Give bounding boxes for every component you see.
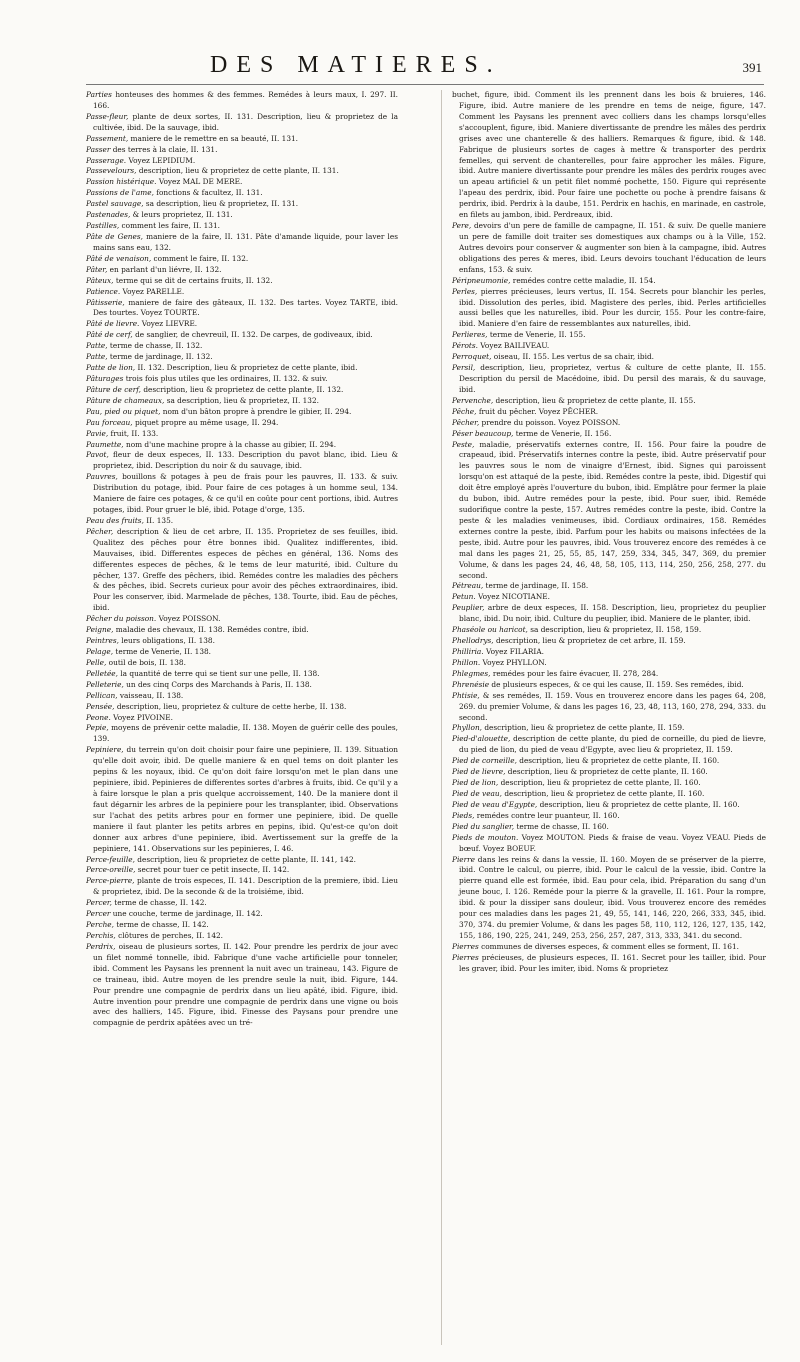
index-entry [452, 221, 766, 276]
index-entry [86, 625, 398, 636]
index-entry [452, 855, 766, 942]
entry-text: terme de jardinage, II. 132. [107, 352, 213, 362]
index-entry [452, 734, 766, 756]
entry-heading: Pierre [452, 854, 476, 864]
entry-heading: Philliria. [452, 647, 484, 657]
entry-text: Voyez POISSON. [156, 614, 221, 624]
entry-text: terme de chasse, II. 142. [111, 898, 207, 908]
entry-heading: Péripneumonie, [452, 275, 511, 285]
entry-heading: Pâté de cerf, [86, 330, 133, 340]
entry-text: Voyez PARELLE. [120, 286, 185, 296]
index-entry [452, 418, 766, 429]
entry-heading: Pêche, [452, 406, 477, 416]
entry-text: & leurs proprietez, II. 131. [130, 210, 233, 220]
entry-text: secret pour tuer ce petit insecte, II. 142. [135, 865, 290, 875]
entry-heading: Pâture de chameaux, [86, 395, 165, 405]
index-entry [86, 942, 398, 1029]
index-entry [86, 134, 398, 145]
entry-heading: Phtisie, [452, 690, 480, 700]
entry-heading: Pied de corneille, [452, 756, 517, 766]
index-entry [452, 680, 766, 691]
index-entry [86, 931, 398, 942]
entry-text: nom d'une machine propre à la chasse au gibier, II. 294. [123, 439, 337, 449]
left-column [86, 90, 398, 1350]
index-entry [452, 396, 766, 407]
entry-text: terme de chasse, II. 160. [514, 821, 609, 831]
index-entry [86, 636, 398, 647]
index-entry [86, 156, 398, 167]
index-entry [86, 516, 398, 527]
index-entry [86, 658, 398, 669]
entry-text: maniere de le remettre en sa beauté, II. 131. [128, 133, 298, 143]
entry-text: de plusieurs especes, & ce qui les cause, II. 159. Ses remédes, ibid. [489, 679, 744, 689]
index-entry [86, 702, 398, 713]
index-entry [86, 265, 398, 276]
index-entry [86, 920, 398, 931]
entry-heading: Pensée, [86, 701, 115, 711]
entry-heading: Pau forceau, [86, 417, 133, 427]
index-entry [452, 352, 766, 363]
entry-heading: Passement, [86, 133, 129, 143]
entry-heading: Pelletée, [86, 668, 118, 678]
entry-text: & ses remédes, II. 159. Vous en trouverez encore dans les pages 64, 208, 269. du premier Volume, & dans les pages 16, 23, 48, 113, 160, 278, 294, 333. du second. [459, 690, 766, 722]
entry-text: pierres précieuses, leurs vertus, II. 154. Secrets pour blanchir les perles, ibid. Dissolution des perles, ibid. Magistere des perles, ibid. Perles artificielles aussi belles que les naturelles, ibid. Pour les durcir, 155. Pour les contre-faire, ibid. Maniere d'en faire de ressemblantes aux naturelles, ibid. [459, 286, 766, 329]
index-entry [452, 341, 766, 352]
entry-heading: Patte de lion, [86, 363, 136, 373]
entry-text: description, lieu & proprietez de cette plante, II. 131. [136, 166, 339, 176]
entry-text: Voyez LIEVRE. [139, 319, 198, 329]
entry-heading: Perles, [452, 286, 478, 296]
entry-heading: Perroquet, [452, 352, 492, 362]
entry-heading: Peuplier, [452, 603, 485, 613]
index-entry [452, 942, 766, 953]
entry-text: description de cette plante, du pied de corneille, du pied de lievre, du pied de lion, du pied de veau d'Egypte, avec lieu & proprietez, II. 159. [459, 734, 766, 755]
index-entry [452, 603, 766, 625]
entry-text: description, lieu & proprietez de cette plante, II. 159. [482, 723, 685, 733]
entry-text: moyens de prévenir cette maladie, II. 138. Moyen de guérir celle des poules, 139. [93, 723, 398, 744]
index-entry [86, 145, 398, 156]
index-entry [86, 352, 398, 363]
entry-heading: Persil, [452, 363, 476, 373]
entry-heading: Pastel sauvage, [86, 199, 144, 209]
entry-text: communes de diverses especes, & comment elles se forment, II. 161. [478, 941, 739, 951]
entry-heading: Peigne, [86, 625, 114, 635]
entry-text: II. 132. Description, lieu & proprietez de cette plante, ibid. [135, 363, 358, 373]
entry-heading: Phrenésie [452, 679, 490, 689]
entry-heading: Péser beaucoup, [452, 428, 514, 438]
entry-heading: Parties [86, 90, 112, 99]
index-entry [86, 385, 398, 396]
entry-text: description, lieu & proprietez de cette plante, II. 160. [516, 756, 720, 766]
index-entry [452, 756, 766, 767]
index-entry [86, 691, 398, 702]
entry-text: Voyez NICOTIANE. [475, 592, 550, 602]
entry-heading: Paumette, [86, 439, 124, 449]
index-entry [86, 254, 398, 265]
entry-heading: Perlieres, [452, 330, 488, 340]
entry-heading: Pelle, [86, 657, 107, 667]
entry-text: Voyez BAILIVEAU. [477, 341, 550, 351]
index-entry [86, 341, 398, 352]
entry-heading: Pérots. [452, 341, 478, 351]
entry-heading: Pêcher, [452, 417, 480, 427]
entry-heading: Pied de veau, [452, 789, 502, 798]
entry-text: fleur de deux especes, II. 133. Description du pavot blanc, ibid. Lieu & proprietez, ibid. Description du noir & du sauvage, ibid. [93, 450, 398, 471]
entry-heading: Pâté de venaison, [86, 253, 152, 263]
entry-heading: Passions de l'ame, [86, 188, 154, 198]
entry-heading: Pêcher du poisson. [86, 614, 157, 624]
index-entry [452, 407, 766, 418]
entry-heading: Pelleterie, [86, 679, 124, 689]
entry-heading: Pellican, [86, 690, 118, 700]
entry-text: devoirs d'un pere de famille de campagne, II. 151. & suiv. De quelle maniere un pere de famille doit traiter ses domestiques aux champs ou à la Ville, 152. Autres devoirs pour conserver & augmenter son bien à la campagne, ibid. Autres obligations des peres & meres, ibid. Leurs devoirs touchant l'éducation de leurs enfans, 153. & suiv. [459, 221, 766, 274]
index-entry [452, 276, 766, 287]
index-entry [86, 177, 398, 188]
index-entry [86, 527, 398, 614]
right-column [452, 90, 766, 1350]
entry-heading: Pied-d'alouette, [452, 734, 511, 744]
index-entry [452, 658, 766, 669]
entry-text: oiseau, II. 155. Les vertus de sa chair, ibid. [491, 352, 654, 362]
index-entry [86, 723, 398, 745]
entry-heading: Passion histérique. [86, 177, 157, 187]
entry-heading: Pastilles, [86, 221, 120, 231]
entry-heading: Pâture de cerf, [86, 384, 142, 394]
entry-text: prendre du poisson. Voyez POISSON. [479, 417, 621, 427]
index-entry [452, 822, 766, 833]
entry-text: précieuses, de plusieurs especes, II. 161. Secret pour les tailler, ibid. Pour les graver, ibid. Pour les imiter, ibid. Noms & proprietez [459, 952, 766, 973]
entry-heading: Patience. [86, 286, 121, 296]
entry-text: plante de trois especes, II. 141. Description de la premiere, ibid. Lieu & proprietez, ibid. De la seconde & de la troisiéme, ibid. [93, 876, 398, 897]
index-entry [86, 713, 398, 724]
entry-heading: Petun. [452, 592, 476, 602]
index-entry [452, 592, 766, 603]
entry-heading: Pau, pied ou piquet, [86, 406, 161, 416]
entry-text: arbre de deux especes, II. 158. Description, lieu, proprietez du peuplier blanc, ibid. Du noir, ibid. Culture du peuplier, ibid. Maniere de le planter, ibid. [459, 603, 766, 624]
entry-heading: Perche, [86, 920, 114, 930]
entry-text: description, lieu & proprietez de cette plante, II. 160. [502, 789, 705, 798]
index-entry [452, 440, 766, 582]
index-entry [86, 429, 398, 440]
entry-text: buchet, figure, ibid. Comment ils les prennent dans les bois & bruieres, 146. Figure, ibid. Autre maniere de les prendre en tems de neige, figure, 147. Comment les Paysans les prennent avec colliers dans les champs lorsqu'elles s'accouplent, figure, ibid. Maniere divertissante de prendre les mâles des perdrix grises avec une chanterelle & des halliers. Remarques & figure, ibid. & 148. Fabrique de plusieurs sortes de cages à mettre & transporter des perdrix femelles, qui servent de chanterelles, pour faire approcher les mâles. Figure, ibid. Autre maniere divertissante pour prendre les mâles des perdrix rouges avec un apeau artificiel & un petit filet nommé pochette, 150. Figure qui représente l'apeau des perdrix, ibid. Pour faire une pochette ou poche à prendre faisans & perdrix, ibid. Perdrix à la daube, 151. Perdrix en hachis, en marinade, en castrole, en filets au jambon, ibid. Perdreaux, ibid. [452, 90, 766, 220]
entry-heading: Pastenades, [86, 210, 131, 220]
index-entry [86, 330, 398, 341]
entry-text: maladie, préservatifs externes contre, II. 156. Pour faire la poudre de crapeaud, ibid. Préservatifs internes contre la peste, ibid. Autre préservatif pour les pauvres sous le nom de vinaigre d'Ernest, ibid. Signes qui paroissent lorsqu'on est attaqué de la peste, ibid. Remédes contre la peste, ibid. Digestif qui doit être employé après l'ouverture du bubon, ibid. Emplâtre pour fermer la plaie du bubon, ibid. Autre remédes pour la peste, ibid. Pour suer, ibid. Reméde sudorifique contre la peste, 157. Autres remédes contre la peste, ibid. Contre la peste & les maladies venimeuses, ibid. Cordiaux ordinaires, 158. Remédes externes contre la peste, ibid. Parfum pour les habits ou maisons infectées de la peste, ibid. Autre pour les pauvres, ibid. Vous trouverez encore des remédes à ce mal dans les pages 21, 25, 55, 85, 147, 259, 334, 345, 347, 369, du premier Volume, & dans les pages 24, 46, 48, 58, 105, 113, 114, 250, 256, 258, 277. du second. [459, 439, 766, 580]
entry-text: leurs obligations, II. 138. [118, 636, 215, 646]
entry-text: plante de deux sortes, II. 131. Description, lieu & proprietez de la cultivée, ibid. De la sauvage, ibid. [93, 111, 398, 132]
entry-text: description, lieu & proprietez de cet arbre, II. 159. [493, 636, 686, 646]
entry-text: Voyez PIVOINE. [110, 712, 173, 722]
entry-text: II. 135. [143, 515, 174, 525]
entry-heading: Pieds de mouton. [452, 832, 519, 842]
entry-text: vaisseau, II. 138. [117, 690, 184, 700]
index-entry [86, 319, 398, 330]
index-entry [452, 767, 766, 778]
index-entry [86, 865, 398, 876]
entry-heading: Passevelours, [86, 166, 137, 176]
entry-text: maniere de la faire, II. 131. Pâte d'amande liquide, pour laver les mains sans eau, 132. [93, 231, 398, 252]
entry-heading: Pavot, [86, 450, 109, 460]
index-entry [86, 614, 398, 625]
entry-heading: Passe-fleur, [86, 111, 129, 121]
entry-text: Voyez PHYLLON. [480, 657, 547, 667]
entry-text: description, lieu & proprietez de cette plante, II. 160. [537, 799, 740, 809]
index-entry [86, 855, 398, 866]
column-divider [441, 90, 442, 1345]
entry-heading: Phillon. [452, 657, 481, 667]
entry-heading: Pieds, [452, 810, 475, 820]
index-entry [452, 691, 766, 724]
entry-text: terme de jardinage, II. 158. [483, 581, 589, 591]
entry-heading: Peste, [452, 439, 475, 449]
entry-heading: Perchis, [86, 930, 116, 940]
index-entry [86, 298, 398, 320]
entry-text: sa description, lieu & proprietez, II. 158, 159. [527, 625, 702, 635]
entry-text: terme de Venerie, II. 155. [487, 330, 586, 340]
index-entry [86, 396, 398, 407]
entry-heading: Pavie, [86, 428, 109, 438]
index-entry [86, 418, 398, 429]
entry-text: terme de Venerie, II. 138. [113, 647, 211, 657]
entry-text: maladie des chevaux, II. 138. Remédes contre, ibid. [113, 625, 309, 635]
entry-heading: Pâter, [86, 264, 108, 274]
entry-heading: Percer [86, 909, 111, 919]
index-entry [86, 898, 398, 909]
entry-text: remédes pour les faire évacuer, II. 278, 284. [490, 668, 659, 678]
page-title: DES MATIERES. [210, 52, 502, 78]
entry-heading: Pervenche, [452, 395, 494, 405]
entry-text: description, lieu & proprietez de cette plante, II. 141, 142. [134, 854, 356, 864]
index-entry [86, 440, 398, 451]
page-number: 391 [742, 60, 762, 75]
index-entry [86, 232, 398, 254]
entry-heading: Pâté de lievre. [86, 319, 140, 329]
index-entry [452, 723, 766, 734]
entry-text: Voyez LEPIDIUM. [126, 155, 196, 165]
index-entry [452, 625, 766, 636]
index-entry [452, 811, 766, 822]
index-entry [86, 909, 398, 920]
index-entry [452, 330, 766, 341]
entry-text: terme de chasse, II. 142. [114, 920, 209, 930]
entry-text: du terrein qu'on doit choisir pour faire une pepiniere, II. 139. Situation qu'elle doit avoir, ibid. De quelle maniere & en quel tems on doit planter les pepins & les noyaux, ibid. Ce qu'on doit faire lorsqu'on met le plan dans une pepiniere, ibid. Pepinieres de differentes sortes d'arbres à fruits, ibid. Ce qu'il y a à faire lorsque le plan a pris quelque accroissement, 140. De la maniere dont il faut dégarnir les arbres de la pepiniere pour les transplanter, ibid. Observations sur l'achat des petits arbres pour en former une pepiniere, ibid. De quelle maniere il faut planter les petits arbres en pepins, ibid. Qu'est-ce qu'on doit donner aux arbres d'une pepiniere, ibid. Avertissement sur la greffe de la pepiniere, 141. Observations sur les pepinieres, I. 46. [93, 745, 398, 853]
entry-heading: Passerage. [86, 155, 127, 165]
index-entry [86, 287, 398, 298]
entry-text: description, lieu, proprietez & culture de cette herbe, II. 138. [114, 701, 347, 711]
entry-heading: Phellodrys, [452, 636, 494, 646]
entry-text: la quantité de terre qui se tient sur une pelle, II. 138. [117, 668, 320, 678]
entry-heading: Pepiniere, [86, 745, 124, 755]
index-entry [86, 166, 398, 177]
index-entry [86, 90, 398, 112]
index-entry [452, 429, 766, 440]
entry-heading: Pâtisserie, [86, 297, 125, 307]
entry-text: terme de Venerie, II. 156. [513, 428, 612, 438]
index-entry [86, 680, 398, 691]
entry-heading: Pâte de Genes, [86, 231, 143, 241]
entry-text: Voyez MOUTON. Pieds & fraise de veau. Voyez VEAU. Pieds de bœuf. Voyez BOEUF. [459, 832, 766, 853]
index-entry [86, 669, 398, 680]
index-entry [86, 112, 398, 134]
entry-text: fruit du pêcher. Voyez PÊCHER. [476, 406, 599, 416]
entry-heading: Pere, [452, 221, 472, 231]
entry-heading: Pelage, [86, 647, 114, 657]
entry-heading: Pétreau, [452, 581, 484, 591]
entry-text: fruit, II. 133. [108, 428, 159, 438]
entry-text: remédes contre cette maladie, II. 154. [510, 275, 656, 285]
index-entry [86, 745, 398, 854]
index-entry [86, 188, 398, 199]
entry-heading: Pâteux, [86, 275, 114, 285]
index-entry [86, 472, 398, 516]
index-entry [452, 669, 766, 680]
index-entry [452, 287, 766, 331]
entry-text: des terres à la claie, II. 131. [110, 144, 218, 154]
page-header [0, 52, 800, 82]
entry-heading: Phyllon, [452, 723, 483, 733]
index-entry [452, 90, 766, 221]
entry-text: description, lieu, proprietez, vertus & culture de cette plante, II. 155. Description du persil de Macédoine, ibid. Du persil des marais, & du sauvage, ibid. [459, 363, 766, 394]
entry-text: trois fois plus utiles que les ordinaires, II. 132. & suiv. [123, 373, 328, 383]
entry-text: clôtures de perches, II. 142. [115, 930, 224, 940]
index-entry [452, 789, 766, 800]
entry-heading: Pepie, [86, 723, 109, 733]
entry-heading: Perce-oreille, [86, 865, 136, 875]
index-entry [452, 778, 766, 789]
index-entry [86, 876, 398, 898]
entry-text: bouillons & potages à peu de frais pour les pauvres, II. 133. & suiv. Distribution du potage, ibid. Pour faire de ces potages à un homme seul, 134. Maniere de faire ces potages, & ce qu'il en coûte pour cent portions, ibid. Autres potages, ibid. Pour gruer le blé, ibid. Potage d'orge, 135. [93, 472, 398, 515]
entry-text: dans les reins & dans la vessie, II. 160. Moyen de se préserver de la pierre, ibid. Contre le calcul, ou pierre, ibid. Pour le calcul de la vessie, ibid. Contre la pierre quand elle est formée, ibid. Eau pour cela, ibid. Préparation du sang d'un jeune bouc, I. 126. Reméde pour la pierre & la gravelle, II. 161. Pour la rompre, ibid. & pour la dissiper sans douleur, ibid. Vous trouverez encore des remédes pour ces maladies dans les pages 21, 49, 55, 141, 146, 220, 266, 333, 345, ibid. 370, 374. du premier Volume, & dans les pages 58, 110, 112, 126, 127, 135, 142, 155, 186, 190, 225, 241, 249, 253, 256, 257, 287, 313, 333, 341. du second. [459, 854, 766, 940]
entry-text: de sanglier, de chevreuil, II. 132. De carpes, de godiveaux, ibid. [132, 330, 373, 340]
entry-heading: Passer [86, 144, 111, 154]
entry-heading: Pâturages [86, 373, 124, 383]
entry-heading: Phaséole ou haricot, [452, 625, 528, 635]
index-entry [452, 833, 766, 855]
index-entry [86, 276, 398, 287]
index-entry [86, 210, 398, 221]
entry-heading: Peau des fruits, [86, 515, 144, 525]
entry-text: description, lieu & proprietez de cette plante, II. 132. [141, 384, 344, 394]
entry-text: fonctions & facultez, II. 131. [153, 188, 263, 198]
entry-text: outil de bois, II. 138. [106, 657, 186, 667]
index-entry [86, 199, 398, 210]
index-entry [452, 800, 766, 811]
entry-text: terme de chasse, II. 132. [107, 341, 203, 351]
entry-heading: Pied de lion, [452, 778, 499, 788]
entry-heading: Pierres [452, 952, 479, 962]
entry-heading: Pied de lievre, [452, 767, 506, 777]
entry-heading: Patte, [86, 352, 108, 362]
index-entry [86, 450, 398, 472]
index-entry [86, 374, 398, 385]
index-entry [452, 636, 766, 647]
entry-heading: Percer, [86, 898, 112, 908]
index-entry [86, 221, 398, 232]
entry-text: sa description, lieu & proprietez, II. 132. [164, 395, 319, 405]
entry-heading: Perdrix, [86, 941, 116, 951]
entry-heading: Pied de veau d'Egypte, [452, 799, 538, 809]
entry-text: description, lieu & proprietez de cette plante, II. 160. [505, 767, 708, 777]
index-entry [86, 647, 398, 658]
entry-text: comment le faire, II. 132. [151, 253, 249, 263]
entry-text: description & lieu de cet arbre, II. 135. Proprietez de ses feuilles, ibid. Qualitez des pêches pour être bonnes ibid. Qualitez indifferentes, ibid. Mauvaises, ibid. Differentes especes de pêches en général, 136. Noms des differentes especes de pêches, & le tems de leur maturité, ibid. Culture du pêcher, 137. Greffe des pêchers, ibid. Remédes contre les maladies des pêchers & des pêches, ibid. Secrets curieux pour avoir des pêches extraordinaires, ibid. Pour les conserver, ibid. Marmelade de pêches, 138. Tourte, ibid. Eau de pêches, ibid. [93, 526, 398, 613]
entry-text: nom d'un bâton propre à prendre le gibier, II. 294. [160, 406, 352, 416]
entry-text: honteuses des hommes & des femmes. Remédes à leurs maux, I. 297. II. 166. [93, 90, 398, 110]
index-entry [452, 581, 766, 592]
header-rule [86, 84, 764, 85]
index-entry [452, 363, 766, 396]
entry-heading: Phlegmes, [452, 668, 491, 678]
entry-text: piquet propre au même usage, II. 294. [132, 417, 279, 427]
entry-heading: Pierres [452, 941, 479, 951]
entry-text: oiseau de plusieurs sortes, II. 142. Pour prendre les perdrix de jour avec un filet nommé tonnelle, ibid. Fabrique d'une vache artificielle pour tonneler, ibid. Comment les Paysans les prennent la nuit avec un traineau, 143. Figure de ce traineau, ibid. Autre moyen de les prendre seule la nuit, ibid. Figure, 144. Pour prendre une compagnie de perdrix dans un lieu apâté, ibid. Figure, ibid. Autre invention pour prendre une compagnie de perdrix dans une vigne ou bois avec des halliers, 145. Figure, ibid. Finesse des Paysans pour prendre une compagnie de perdrix apâtées avec un tré- [93, 941, 398, 1028]
entry-heading: Pêcher, [86, 526, 114, 536]
entry-text: maniere de faire des gâteaux, II. 132. Des tartes. Voyez TARTE, ibid. Des tourtes. Voyez TOURTE. [93, 297, 398, 318]
entry-heading: Perce-pierre, [86, 876, 135, 886]
entry-text: un des cinq Corps des Marchands à Paris, II. 138. [123, 679, 312, 689]
entry-text: description, lieu & proprietez de cette plante, II. 160. [498, 778, 701, 788]
entry-text: Voyez FILARIA. [483, 647, 544, 657]
entry-text: sa description, lieu & proprietez, II. 131. [143, 199, 299, 209]
entry-text: terme qui se dit de certains fruits, II. 132. [113, 275, 273, 285]
entry-text: Voyez MAL DE MERE. [156, 177, 243, 187]
entry-text: remédes contre leur puanteur, II. 160. [474, 810, 620, 820]
index-entry [86, 363, 398, 374]
entry-text: en parlant d'un liévre, II. 132. [107, 264, 222, 274]
entry-heading: Pauvres, [86, 472, 118, 482]
entry-heading: Patte, [86, 341, 108, 351]
index-entry [452, 647, 766, 658]
index-entry [86, 407, 398, 418]
entry-text: comment les faire, II. 131. [119, 221, 220, 231]
entry-text: description, lieu & proprietez de cette plante, II. 155. [493, 395, 696, 405]
entry-heading: Pied du sanglier, [452, 821, 515, 831]
entry-heading: Peintres, [86, 636, 119, 646]
index-entry [452, 953, 766, 975]
entry-heading: Peone. [86, 712, 111, 722]
entry-text: une couche, terme de jardinage, II. 142. [110, 909, 263, 919]
entry-heading: Perce-feuille, [86, 854, 135, 864]
